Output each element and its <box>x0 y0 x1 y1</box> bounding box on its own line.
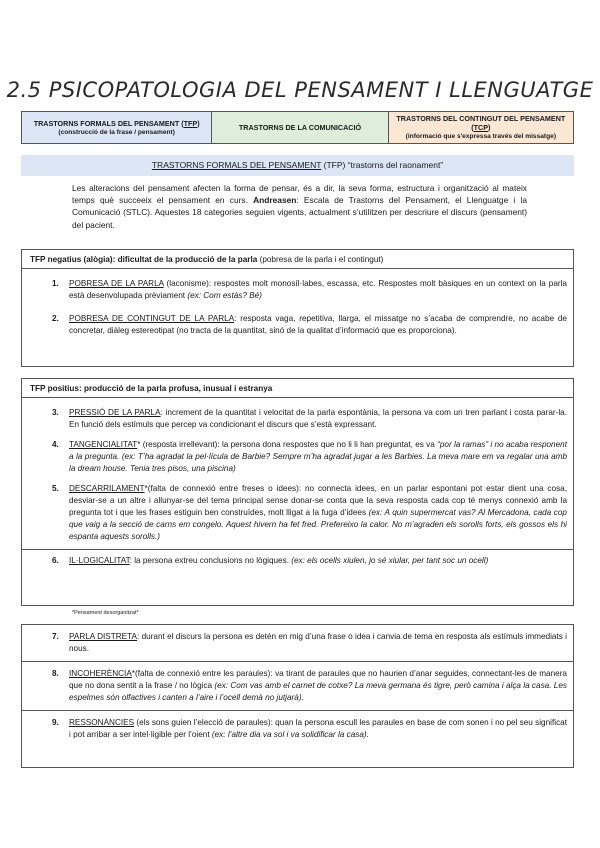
page-title: 2.5 PSICOPATOLOGIA DEL PENSAMENT I LLENGUATGE <box>6 78 594 102</box>
list-item: 4. TANGENCIALITAT* (resposta irrellevant): la persona dona respostes que no li li han preguntat, es va “por la ramas” i no acaba responent a la pregunta. (ex: T’ha agradat la pel·lícula de Barbie? Sempre m’ha agradat jugar a les Barbies. La meva mare em va regalar una amb la dream house. Tenia tres pisos, una piscina) <box>52 440 567 473</box>
category-tfp: TRASTORNS FORMALS DEL PENSAMENT (TFP) (construcció de la frase / pensament) <box>22 112 211 143</box>
list-item: 1. POBRESA DE LA PARLA (laconisme): respostes molt monosíl·labes, escassa, etc. Respostes molt bàsiques en un context on la parla està desenvolupada prèviament (ex: Com estàs? Bé) <box>52 279 567 300</box>
list-item: 2. POBRESA DE CONTINGUT DE LA PARLA: resposta vaga, repetitiva, llarga, el missatge no s’acaba de comprendre, no acabe de concretar, diàleg estereotipat (no tracta de la quantitat, sinó de la qualitat d’informació que es proporciona). <box>52 314 567 335</box>
category-tcp: TRASTORNS DEL CONTINGUT DEL PENSAMENT (TCP) (informació que s'expressa través del missatge) <box>388 112 573 143</box>
box-heading: TFP positius: producció de la parla profusa, inusual i estranya <box>22 379 573 398</box>
more-tfp-box <box>21 624 574 768</box>
list-item: 8. INCOHERÈNCIA*(falta de connexió entre les paraules): va tirant de paraules que no haurien d’anar seguides, connectant-les de manera que no dona sentit a la frase / no lògica (ex: Com vas amb el carnet de cotxe? La meva germana és tigre, però camina i alça la casa. Les espelmes són olfactives i canten a l’aire i l’ocell demà no jutjarà). <box>52 669 567 702</box>
footnote: *Pensament desorganitzat* <box>72 610 139 616</box>
intro-paragraph: Les alteracions del pensament afecten la forma de pensar, és a dir, la seva forma, estructura i organització al mateix temps què succeeix el pensament en curs. Andreasen: Escala de Trastorns del Pensament, el Llenguatge i la Comunicació (STLC). Aquestes 18 categories seguien vigents, actualment s’utilitzen per descriure el discurs (pensament) del pacient. <box>72 183 528 230</box>
list-item: 7. PARLA DISTRETA: durant el discurs la persona es detén en mig d’una frase o idea i canvia de tema en resposta als estímuls immediats i nous. <box>52 632 567 653</box>
positive-tfp-box <box>21 378 574 606</box>
list-item: 9. RESSONÀNCIES (els sons guien l’elecció de paraules): quan la persona escull les paraules en base de com sonen i no pel seu significat i pot arribar a ser intel·ligible per l’oient (ex: l’altre dia va sol i va solidificar la casa). <box>52 718 567 739</box>
category-bar <box>21 111 574 144</box>
section-heading: TRASTORNS FORMALS DEL PENSAMENT (TFP) “trastorns del raonament” <box>21 155 574 176</box>
negative-tfp-box <box>21 249 574 367</box>
list-item: 3. PRESSIÓ DE LA PARLA: increment de la quantitat i velocitat de la parla espontània, la persona va com un tren parlant i costa parar-la. En funció dels estímuls que percep va condicionant el discurs que s’està expressant. <box>52 408 567 429</box>
category-communication: TRASTORNS DE LA COMUNICACIÓ <box>211 112 387 143</box>
list-item: 5. DESCARRILAMENT*(falta de connexió entre freses o idees): no connecta idees, en un parlar espontani pot estar dient una cosa, desviar-se a un altre i allunyar-se del tema principal sense donar-se conta que la seva resposta cada cop té menys connexió amb la pregunta tot i que les frases estiguin ben construïdes, molt lligat a la fuga d’idees (ex: A quin supermercat vas? Al Mercadona, cada cop que vaig a la secció de carns em congelo. Aquest hivern ha fet fred. Prefereixo la calor. No m’agraden els sorolls forts, els gossos els hi espanta aquests sorolls.) <box>52 484 567 541</box>
box-heading: TFP negatius (alògia): dificultat de la producció de la parla (pobresa de la parla i el contingut) <box>22 250 573 269</box>
list-item: 6. IL·LOGICALITAT: la persona extreu conclusions no lògiques. (ex: els ocells xiulen, jo sé xiular, per tant soc un ocell) <box>52 556 489 565</box>
